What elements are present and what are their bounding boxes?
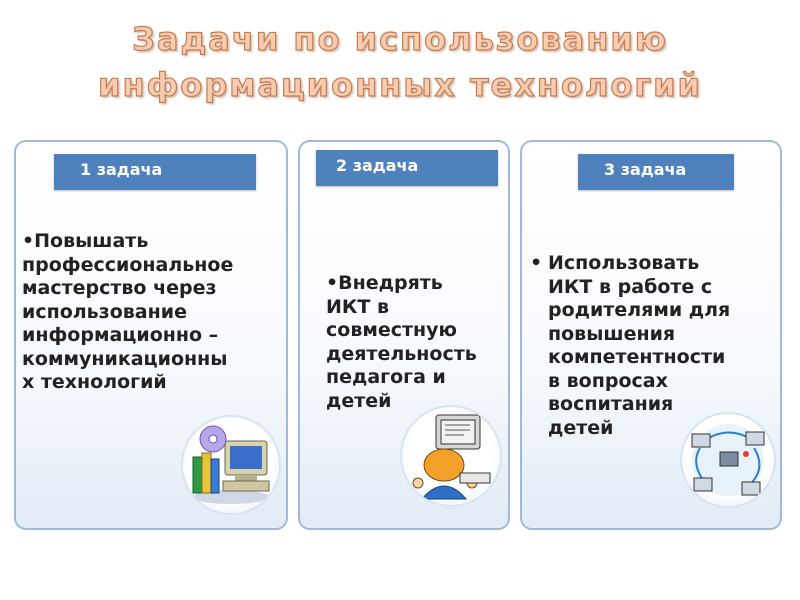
bullet: • (530, 252, 543, 274)
task-3-line: повышения (548, 322, 676, 345)
task-3-line: детей (548, 416, 614, 439)
task-3-line: компетентности (548, 346, 726, 368)
task-1-line: •Повышать (22, 230, 149, 252)
task-3-line: родителями для (548, 299, 731, 321)
title-line-2: информационных технологий (98, 66, 702, 104)
task-3-text (530, 252, 774, 440)
task-2-line: ИКТ в (326, 295, 390, 318)
computer-books-icon (181, 415, 281, 515)
title-line-1: Задачи по использованию (132, 20, 668, 58)
task-2-line: деятельность (326, 342, 477, 365)
task-3-line: в вопросах (548, 369, 668, 392)
task-2-line: детей (326, 389, 392, 412)
task-1-line: мастерство через (22, 277, 217, 299)
task-1-text (22, 230, 284, 395)
task-1-line: х технологий (22, 371, 167, 393)
task-2-line: совместную (326, 319, 458, 341)
network-icon (680, 412, 776, 508)
task-1-line: использование (22, 300, 187, 323)
task-1-line: профессиональное (22, 253, 234, 276)
task-2-header: 2 задача (316, 150, 498, 186)
task-1-line: коммуникационны (22, 347, 228, 370)
task-3-header: 3 задача (578, 154, 734, 190)
task-1-header: 1 задача (54, 154, 256, 190)
task-2-line: •Внедрять (326, 272, 443, 294)
task-3-line: ИКТ в работе с (548, 275, 713, 298)
task-1-line: информационно – (22, 324, 219, 346)
child-computer-icon (400, 405, 502, 507)
task-2-text (326, 272, 506, 413)
task-2-line: педагога и (326, 366, 446, 388)
task-3-line: воспитания (548, 393, 674, 415)
task-3-line: Использовать (548, 252, 700, 274)
